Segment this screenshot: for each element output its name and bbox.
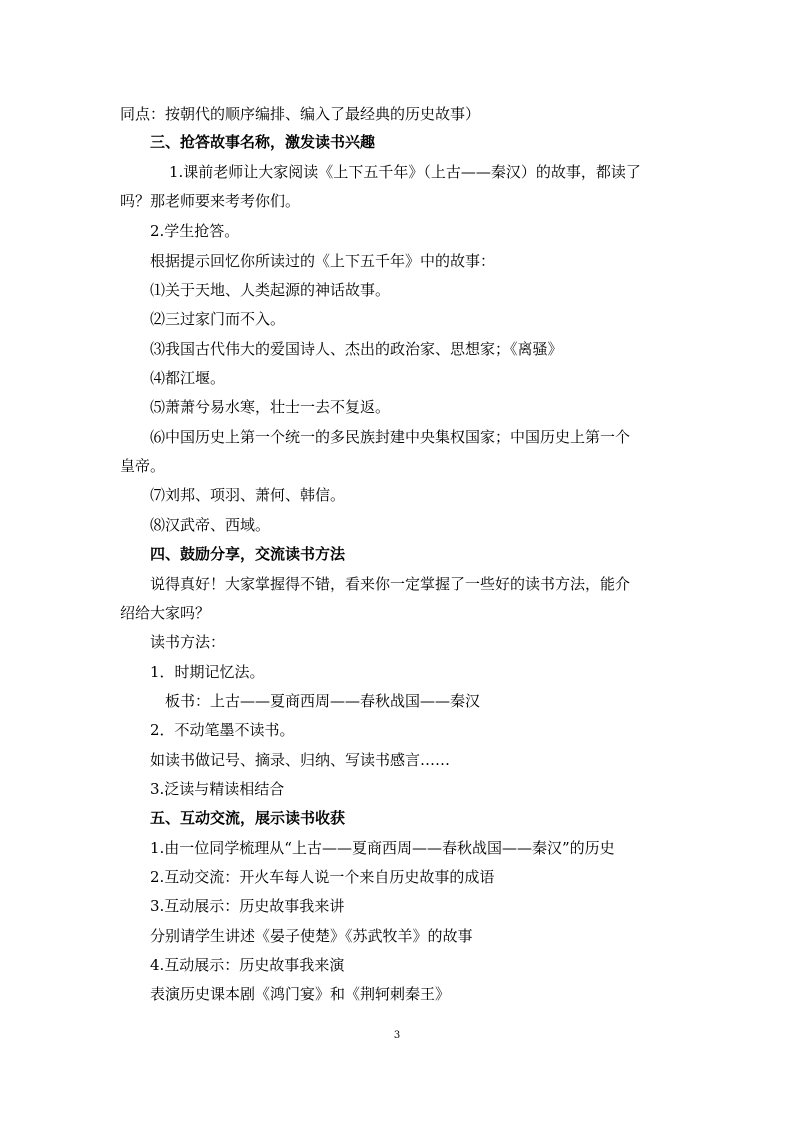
list-item: 2．不动笔墨不读书。 [150, 721, 295, 739]
text-line: 读书方法： [150, 633, 226, 651]
text-line: 绍给大家吗？ [120, 604, 211, 622]
text-line: 1.课前老师让大家阅读《上下五千年》（上古——秦汉）的故事，都读了 [169, 163, 641, 181]
list-item: 2.互动交流：开火车每人说一个来自历史故事的成语 [150, 868, 495, 886]
text-line: 同点：按朝代的顺序编排、编入了最经典的历史故事） [120, 105, 481, 123]
text-line: 吗？那老师要来考考你们。 [120, 192, 301, 210]
list-item: 1．时期记忆法。 [150, 663, 265, 681]
section-heading: 四、鼓励分享，交流读书方法 [150, 545, 346, 563]
list-item: 3.互动展示：历史故事我来讲 [150, 897, 345, 915]
list-item: 3.泛读与精读相结合 [150, 780, 285, 798]
list-item: ⑹中国历史上第一个统一的多民族封建中央集权国家；中国历史上第一个 [150, 428, 631, 446]
list-item: ⑶我国古代伟大的爱国诗人、杰出的政治家、思想家；《离骚》 [150, 340, 563, 358]
list-item: ⑴关于天地、人类起源的神话故事。 [150, 281, 391, 299]
text-line: 皇帝。 [120, 457, 166, 475]
text-line: 表演历史课本剧《鸿门宴》和《荆轲刺秦王》 [150, 985, 451, 1003]
text-line: 如读书做记号、摘录、归纳、写读书感言…… [150, 751, 451, 769]
list-item: ⑺刘邦、项羽、萧何、韩信。 [150, 486, 346, 504]
text-line: 分别请学生讲述《晏子使楚》《苏武牧羊》的故事 [150, 927, 473, 945]
list-item: ⑷都江堰。 [150, 369, 226, 387]
list-item: ⑸萧萧兮易水寒，壮士一去不复返。 [150, 398, 391, 416]
page-number: 3 [393, 1030, 401, 1041]
section-heading: 五、互动交流，展示读书收获 [150, 809, 346, 827]
list-item: ⑵三过家门而不入。 [150, 310, 286, 328]
text-line: 板书：上古——夏商西周——春秋战国——秦汉 [165, 692, 481, 710]
list-item: 1.由一位同学梳理从“上古——夏商西周——春秋战国——秦汉”的历史 [150, 839, 615, 857]
text-line: 根据提示回忆你所读过的《上下五千年》中的故事： [150, 252, 496, 270]
text-line: 2.学生抢答。 [150, 222, 240, 240]
list-item: ⑻汉武帝、西域。 [150, 516, 271, 534]
section-heading: 三、抢答故事名称，激发读书兴趣 [150, 133, 376, 151]
text-line: 说得真好！大家掌握得不错，看来你一定掌握了一些好的读书方法，能介 [150, 575, 631, 593]
list-item: 4.互动展示：历史故事我来演 [150, 956, 345, 974]
